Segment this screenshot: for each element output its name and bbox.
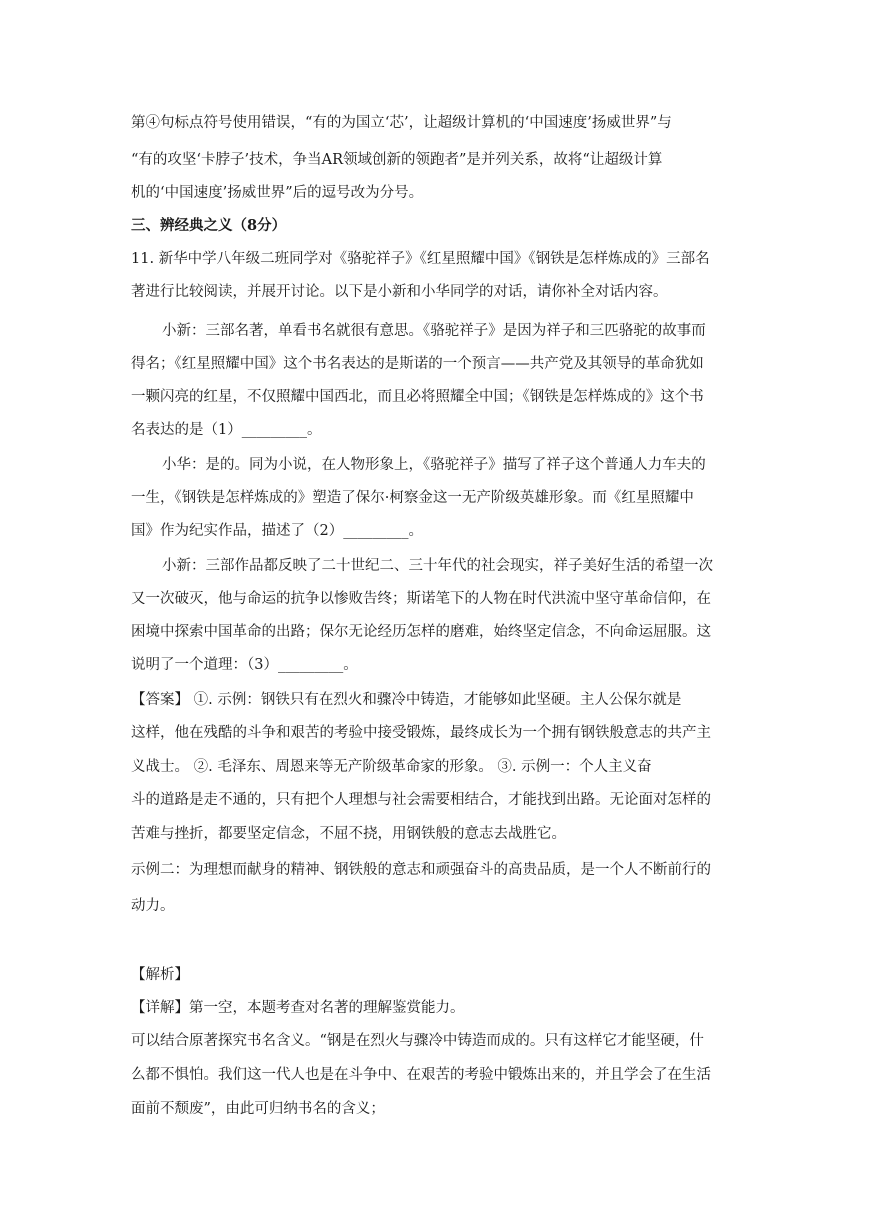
dialogue-line: 一颗闪亮的红星，不仅照耀中国西北，而且必将照耀全中国；《钢铁是怎样炼成的》这个书 [131,389,704,405]
answer-line: 【答案】 ①. 示例：钢铁只有在烈火和骤冷中铸造，才能够如此坚硬。主人公保尔就是 [131,692,682,708]
analysis-line: 可以结合原著探究书名含义。“钢是在烈火与骤冷中铸造而成的。只有这样它才能坚硬，什 [131,1033,704,1049]
answer-line: 示例二：为理想而献身的精神、钢铁般的意志和顽强奋斗的高贵品质，是一个人不断前行的 [131,862,711,878]
dialogue-line: 困境中探索中国革命的出路；保尔无论经历怎样的磨难，始终坚定信念，不向命运屈服。这 [131,624,711,640]
dialogue-line: 小新：三部名著，单看书名就很有意思。《骆驼祥子》是因为祥子和三匹骆驼的故事而 [162,323,706,339]
section-heading: 三、辨经典之义（8分） [131,217,287,234]
answer-line: 这样，他在残酷的斗争和艰苦的考验中接受锻炼，最终成长为一个拥有钢铁般意志的共产主 [131,725,711,741]
analysis-heading: 【解析】 [131,967,189,983]
dialogue-line: 一生，《钢铁是怎样炼成的》塑造了保尔·柯察金这一无产阶级英雄形象。而《红星照耀中 [131,490,694,506]
answer-line: 斗的道路是走不通的，只有把个人理想与社会需要相结合，才能找到出路。无论面对怎样的 [131,792,711,808]
dialogue-line: 国》作为纪实作品，描述了（2）_________。 [131,523,423,539]
dialogue-line: 又一次破灭，他与命运的抗争以惨败告终；斯诺笔下的人物在时代洪流中坚守革命信仰，在 [131,591,711,607]
answer-line: 动力。 [131,898,175,914]
text-line: “有的攻坚‘卡脖子’技术，争当AR领域创新的领跑者”是并列关系，故将“让超级计算 [131,152,663,168]
analysis-line: 面前不颓废”，由此可归纳书名的含义； [131,1101,385,1117]
analysis-line: 么都不惧怕。我们这一代人也是在斗争中、在艰苦的考验中锻炼出来的，并且学会了在生活 [131,1067,711,1083]
dialogue-line: 小华：是的。同为小说，在人物形象上，《骆驼祥子》描写了祥子这个普通人力车夫的 [162,457,706,473]
answer-line: 苦难与挫折，都要坚定信念，不屈不挠，用钢铁般的意志去战胜它。 [131,826,566,842]
text-line: 机的‘中国速度’扬威世界”后的逗号改为分号。 [131,185,424,201]
answer-line: 义战士。 ②. 毛泽东、周恩来等无产阶级革命家的形象。 ③. 示例一：个人主义奋 [131,759,652,775]
dialogue-line: 名表达的是（1）_________。 [131,422,322,438]
analysis-line: 【详解】第一空，本题考查对名著的理解鉴赏能力。 [131,1000,465,1016]
text-line: 第④句标点符号使用错误，“有的为国立‘芯’，让超级计算机的‘中国速度’扬威世界”与 [131,115,672,131]
question-line: 著进行比较阅读，并展开讨论。以下是小新和小华同学的对话，请你补全对话内容。 [131,284,668,300]
dialogue-line: 说明了一个道理：（3）_________。 [131,657,358,673]
dialogue-line: 小新：三部作品都反映了二十世纪二、三十年代的社会现实，祥子美好生活的希望一次 [162,558,713,574]
dialogue-line: 得名；《红星照耀中国》这个书名表达的是斯诺的一个预言——共产党及其领导的革命犹如 [131,356,704,372]
question-line: 11. 新华中学八年级二班同学对《骆驼祥子》《红星照耀中国》《钢铁是怎样炼成的》三部名 [131,251,710,267]
